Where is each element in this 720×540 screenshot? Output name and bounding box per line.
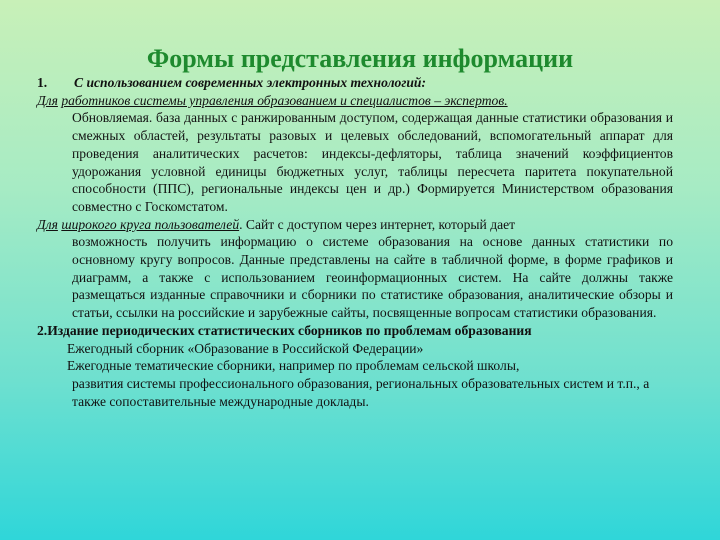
group1-audience	[37, 92, 673, 110]
group1-audience-prefix: Для	[37, 92, 58, 108]
section1-number: 1.	[37, 75, 48, 90]
section1-heading-text: С использованием современных электронных технологий:	[74, 75, 427, 90]
group1-description: Обновляемая. база данных с ранжированным доступом, содержащая данные статистики образования и смежных областей, результаты разовых и целевых обследований, вспомогательный аппарат для проведения аналитических расчетов: индексы-дефляторы, таблица значений коэффициентов удорожания условной единицы бюджетных услуг, таблицы пересчета паритета покупательной способности (ППС), региональные индексы цен и др.) Формируется Министерством образования совместно с Госкомстатом.	[72, 110, 673, 214]
section2-line1: Ежегодный сборник «Образование в Российской Федерации»	[67, 340, 424, 356]
section1-heading	[37, 74, 673, 92]
slide-title: Формы представления информации	[146, 44, 574, 73]
group2-audience	[37, 216, 673, 234]
slide-content	[37, 74, 673, 410]
group2-audience-prefix: Для	[37, 216, 58, 232]
section2-heading: 2.Издание периодических статистических сборников по проблемам образования	[37, 322, 532, 338]
group1-audience-text: работников системы управления образованием и специалистов – экспертов.	[61, 92, 508, 108]
group2-audience-text: широкого круга пользователей	[61, 216, 240, 232]
group2-lead: . Сайт с доступом через интернет, который дает	[239, 216, 516, 232]
group2-description: возможность получить информацию о системе образования на основе данных статистики по основному кругу вопросов. Данные представлены на сайте в табличной форме, в форме графиков и диаграмм, а также с использованием геоинформационных систем. На сайте должны также размещаться изданные справочники и сборники по статистике образования, аналитические обзоры и статьи, ссылки на российские и зарубежные сайты, посвященные вопросам статистики образования.	[72, 234, 673, 321]
section2-line3: развития системы профессионального образования, региональных образовательных систем и т.п., а также сопоставительные международные доклады.	[72, 375, 650, 409]
section2-line2: Ежегодные тематические сборники, например по проблемам сельской школы,	[67, 358, 520, 374]
